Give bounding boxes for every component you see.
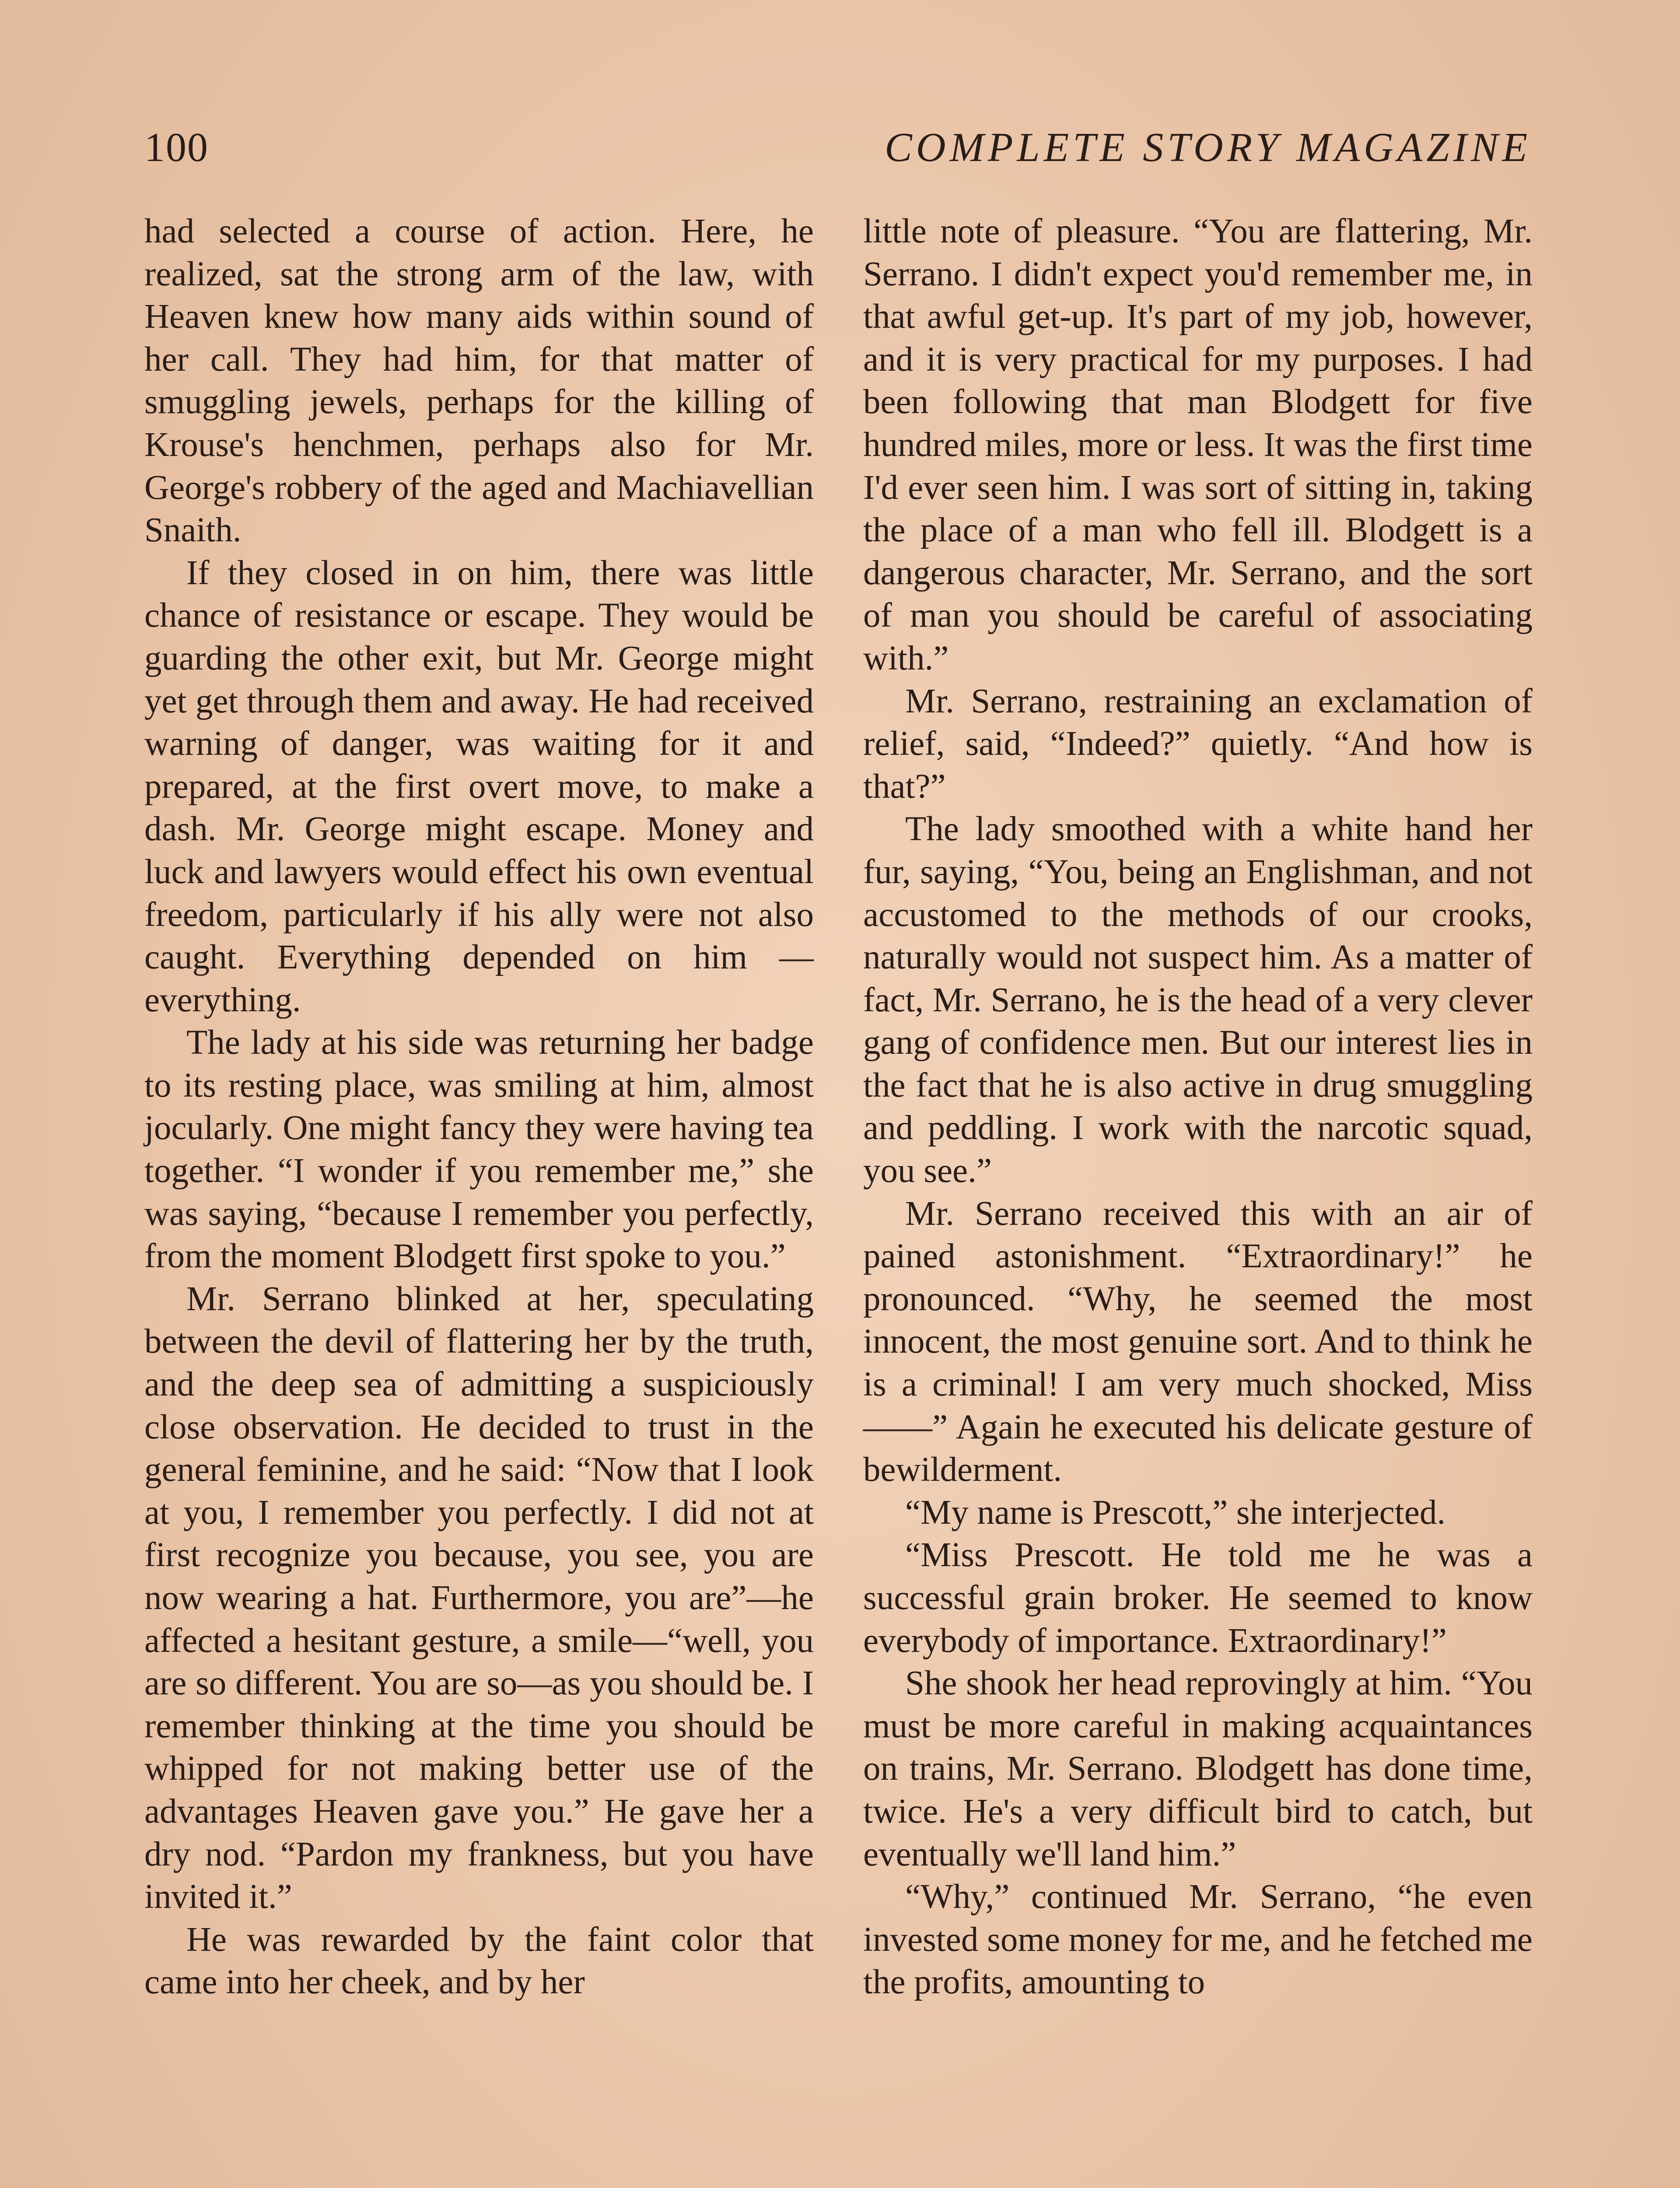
paragraph: “Why,” continued Mr. Serrano, “he even invested some money for me, and he fetched me the profits, amounting to bbox=[863, 1878, 1533, 2002]
paragraph: Mr. Serrano, restraining an exclamation of relief, said, “Indeed?” quietly. “And how is that?” bbox=[863, 682, 1533, 806]
paragraph: “Miss Prescott. He told me he was a successful grain broker. He seemed to know everybody of importance. Extraordinary!” bbox=[863, 1536, 1533, 1660]
paragraph: He was rewarded by the faint color that came into her cheek, and by her bbox=[144, 1920, 814, 2002]
paragraph: had selected a course of action. Here, he realized, sat the strong arm of the law, with Heaven knew how many aids within sound of her call. They had him, for that matter of smuggling jewels, perhaps for the killing of Krouse's henchmen, perhaps also for Mr. George's robbery of the aged and Machiavellian Snaith. bbox=[144, 212, 814, 550]
text-column-right bbox=[863, 210, 1533, 2004]
paragraph: Mr. Serrano received this with an air of pained astonishment. “Extraordinary!” he pronounced. “Why, he seemed the most innocent, the most genuine sort. And to think he is a criminal! I am very much shocked, Miss——” Again he executed his delicate gesture of bewilderment. bbox=[863, 1194, 1533, 1489]
page-header bbox=[144, 127, 1531, 184]
text-column-left bbox=[144, 210, 814, 2004]
paragraph: She shook her head reprovingly at him. “You must be more careful in making acquaintances on trains, Mr. Serrano. Blodgett has done time, twice. He's a very difficult bird to catch, but eventually we'll land him.” bbox=[863, 1664, 1533, 1873]
paragraph: The lady at his side was returning her badge to its resting place, was smiling at him, almost jocularly. One might fancy they were having tea together. “I wonder if you remember me,” she was saying, “because I remember you perfectly, from the moment Blodgett first spoke to you.” bbox=[144, 1024, 814, 1276]
paragraph: “My name is Prescott,” she interjected. bbox=[905, 1493, 1446, 1532]
paragraph: Mr. Serrano blinked at her, speculating between the devil of flattering her by the truth, and the deep sea of admitting a suspiciously close observation. He decided to trust in the general feminine, and he said: “Now that I look at you, I remember you perfectly. I did not at first recognize you because, you see, you are now wearing a hat. Furthermore, you are”—he affected a hesitant gesture, a smile—“well, you are so different. You are so—as you should be. I remember thinking at the time you should be whipped for not making better use of the advantages Heaven gave you.” He gave her a dry nod. “Pardon my frankness, but you have invited it.” bbox=[144, 1280, 814, 1916]
paragraph: The lady smoothed with a white hand her fur, saying, “You, being an Englishman, and not accustomed to the methods of our crooks, naturally would not suspect him. As a matter of fact, Mr. Serrano, he is the head of a very clever gang of confidence men. But our interest lies in the fact that he is also active in drug smuggling and peddling. I work with the narcotic squad, you see.” bbox=[863, 810, 1533, 1190]
paragraph: If they closed in on him, there was little chance of resistance or escape. They would be guarding the other exit, but Mr. George might yet get through them and away. He had received warning of danger, was waiting for it and prepared, at the first overt move, to make a dash. Mr. George might escape. Money and luck and lawyers would effect his own eventual freedom, particularly if his ally were not also caught. Everything depended on him —everything. bbox=[144, 554, 814, 1019]
page-number: 100 bbox=[144, 125, 209, 170]
magazine-title: COMPLETE STORY MAGAZINE bbox=[885, 125, 1531, 170]
paragraph: little note of pleasure. “You are flattering, Mr. Serrano. I didn't expect you'd remember me, in that awful get-up. It's part of my job, however, and it is very practical for my purposes. I had been following that man Blodgett for five hundred miles, more or less. It was the first time I'd ever seen him. I was sort of sitting in, taking the place of a man who fell ill. Blodgett is a dangerous character, Mr. Serrano, and the sort of man you should be careful of associating with.” bbox=[863, 212, 1533, 677]
